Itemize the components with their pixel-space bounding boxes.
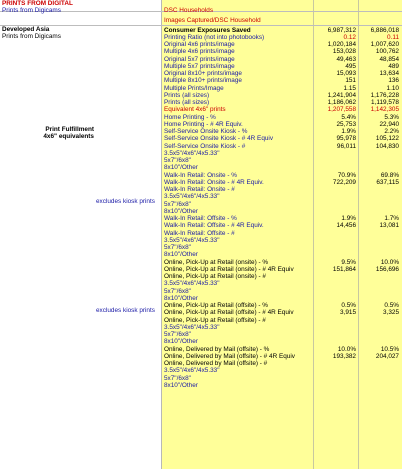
table-row (162, 106, 402, 113)
row-value-col1: 6,987,312 (327, 26, 356, 34)
row-value-col2: 1,119,578 (371, 99, 399, 106)
row-label: 5x7"/6x8" (164, 374, 191, 382)
sheet-title: PRINTS FROM DIGITAL (2, 0, 73, 7)
row-label: Home Printing - % (164, 113, 216, 121)
row-label: 3.5x5"/4x6"/4x5.33" (164, 236, 220, 244)
row-label: 3.5x5"/4x6"/4x5.33" (164, 367, 220, 375)
column-a (0, 0, 95, 469)
row-label: Online, Pick-Up at Retail (offsite) - # 4R Equiv (164, 309, 294, 317)
table-row (162, 208, 402, 215)
row-value-col2: 13,634 (379, 70, 399, 77)
row-label: Online, Pick-Up at Retail (offsite) - % (164, 302, 268, 309)
table-row (162, 288, 402, 295)
row-value-col1: 1.9% (341, 128, 356, 135)
row-label: Self-Service Onsite Kiosk - % (164, 128, 248, 135)
row-label: Home Printing - # 4R Equiv. (164, 120, 243, 128)
table-row (162, 63, 402, 70)
row-value-col2: 2.2% (384, 128, 399, 135)
table-row (162, 259, 402, 266)
row-label: 5x7"/6x8" (164, 287, 191, 295)
row-value-col2: 69.8% (380, 171, 399, 179)
table-row (162, 251, 402, 258)
row-label: 3.5x5"/4x6"/4x5.33" (164, 193, 220, 201)
excludes-kiosk-note: excludes kiosk prints (96, 307, 155, 314)
row-label: Original 5x7 prints/image (164, 55, 235, 63)
table-row (162, 375, 402, 382)
row-value-col1: 96,011 (336, 142, 356, 150)
row-value-col2: 10.0% (380, 258, 399, 266)
fulfillment-label: Print Fulfillment (45, 126, 94, 133)
table-row (162, 121, 402, 128)
table-row (162, 324, 402, 331)
row-label: Self-Service Onsite Kiosk - # (164, 142, 246, 150)
row-value-col1: 95,978 (336, 135, 356, 143)
table-row (162, 280, 402, 287)
row-label: Walk-In Retail: Offsite - # 4R Equiv. (164, 222, 264, 230)
row-label: Online, Pick-Up at Retail (onsite) - # (164, 273, 266, 280)
table-row (162, 164, 402, 171)
row-label: 8x10"/Other (164, 294, 198, 302)
table-row (162, 193, 402, 200)
row-value-col2: 48,854 (379, 55, 399, 63)
row-label: Walk-In Retail: Onsite - # 4R Equiv. (164, 178, 264, 186)
row-value-col1: 14,456 (336, 222, 356, 230)
row-value-col2: 1,142,305 (370, 106, 399, 114)
table-row (162, 41, 402, 48)
row-value-col2: 0.11 (387, 33, 399, 41)
row-value-col1: 9.5% (341, 258, 356, 266)
source-label: Prints from Digicams (2, 33, 61, 40)
row-value-col2: 204,027 (375, 352, 399, 360)
table-row (162, 48, 402, 55)
table-row (162, 150, 402, 157)
row-value-col1: 722,209 (332, 178, 356, 186)
table-row (162, 273, 402, 280)
row-label: 8x10"/Other (164, 207, 198, 215)
row-label: Walk-In Retail: Onsite - # (164, 186, 235, 193)
row-value-col2: 0.5% (384, 302, 399, 309)
row-value-col1: 193,382 (332, 352, 356, 360)
row-label: 8x10"/Other (164, 338, 198, 346)
table-row (162, 70, 402, 77)
row-value-col1: 15,093 (336, 70, 356, 77)
row-label: Online, Pick-Up at Retail (offsite) - # (164, 316, 266, 324)
row-value-col1: 5.4% (341, 113, 356, 121)
table-row (162, 157, 402, 164)
row-label: Multiple 8x10+ prints/image (164, 77, 242, 85)
table-row (162, 230, 402, 237)
row-label: Original 8x10+ prints/image (164, 70, 242, 77)
row-label: 3.5x5"/4x6"/4x5.33" (164, 149, 220, 157)
row-value-col1: 0.5% (341, 302, 356, 309)
table-row (162, 92, 402, 99)
region-label: Developed Asia (2, 26, 50, 33)
table-row (162, 367, 402, 374)
row-value-col2: 1,176,228 (370, 91, 399, 99)
row-value-col1: 3,915 (340, 309, 356, 317)
row-value-col1: 1.15 (343, 84, 356, 92)
row-value-col2: 13,081 (379, 222, 399, 230)
images-captured-label: Images Captured/DSC Household (164, 17, 261, 24)
table-row (162, 215, 402, 222)
table-row (162, 237, 402, 244)
row-label: Printing Ratio (not into photobooks) (164, 33, 265, 41)
row-value-col1: 10.0% (337, 345, 356, 353)
row-value-col2: 1,007,620 (370, 41, 399, 48)
table-row (162, 353, 402, 360)
row-label: 3.5x5"/4x6"/4x5.33" (164, 323, 220, 331)
row-label: Online, Pick-Up at Retail (onsite) - # 4R Equiv (164, 265, 294, 273)
row-value-col2: 10.5% (380, 345, 399, 353)
row-value-col2: 1.10 (386, 84, 399, 92)
table-row (162, 34, 402, 41)
row-value-col2: 637,115 (376, 178, 399, 186)
table-row (162, 201, 402, 208)
row-value-col2: 136 (388, 77, 399, 85)
row-value-col1: 1,186,062 (327, 99, 356, 106)
table-row (162, 295, 402, 302)
table-row (162, 346, 402, 353)
row-value-col2: 104,830 (375, 142, 399, 150)
row-value-col2: 5.3% (384, 113, 399, 121)
row-value-col2: 1.7% (384, 215, 399, 222)
table-row (162, 85, 402, 92)
table-row (162, 56, 402, 63)
row-value-col1: 70.9% (337, 171, 356, 179)
row-value-col2: 489 (388, 62, 399, 70)
row-value-col1: 1,241,904 (327, 91, 356, 99)
table-row (162, 172, 402, 179)
table-row (162, 317, 402, 324)
table-row (162, 128, 402, 135)
sheet-subtitle: Prints from Digicams (2, 7, 61, 14)
row-label: Multiple 4x6 prints/image (164, 48, 235, 56)
row-label: Multiple Prints/Image (164, 84, 224, 92)
row-label: Walk-In Retail: Offsite - # (164, 229, 235, 237)
row-value-col2: 156,696 (375, 265, 399, 273)
row-value-col1: 153,028 (332, 48, 356, 56)
row-value-col2: 22,940 (379, 120, 399, 128)
table-row (162, 302, 402, 309)
fulfillment-sublabel: 4x6" equivalents (43, 133, 94, 140)
row-value-col1: 49,463 (336, 55, 356, 63)
table-row (162, 338, 402, 345)
row-value-col2: 6,886,018 (370, 26, 399, 34)
table-row (162, 222, 402, 229)
row-value-col1: 495 (345, 62, 356, 70)
row-label: 8x10"/Other (164, 164, 198, 172)
row-value-col2: 3,325 (383, 309, 399, 317)
table-row (162, 114, 402, 121)
row-value-col1: 1,207,558 (327, 106, 356, 114)
table-row (162, 27, 402, 34)
row-label: 5x7"/6x8" (164, 244, 191, 251)
table-row (162, 186, 402, 193)
dsc-households-label: DSC Households (164, 7, 214, 14)
row-value-col1: 1,020,184 (327, 41, 356, 48)
table-row (162, 266, 402, 273)
table-row (162, 77, 402, 84)
row-label: Online, Pick-Up at Retail (onsite) - % (164, 258, 269, 266)
row-label: 5x7"/6x8" (164, 157, 191, 164)
row-label: Online, Delivered by Mail (offsite) - % (164, 345, 270, 353)
row-label: Multiple 5x7 prints/image (164, 62, 235, 70)
row-label: 3.5x5"/4x6"/4x5.33" (164, 280, 220, 288)
row-label: Consumer Exposures Saved (164, 26, 251, 34)
table-row (162, 331, 402, 338)
table-row (162, 309, 402, 316)
row-value-col1: 151 (345, 77, 356, 85)
row-label: Equivalent 4x6" prints (164, 106, 226, 114)
row-label: Walk-In Retail: Onsite - % (164, 171, 237, 179)
table-row (162, 143, 402, 150)
row-label: Prints (all sizes) (164, 99, 210, 106)
table-row (162, 135, 402, 142)
table-row (162, 382, 402, 389)
table-row (162, 179, 402, 186)
table-row (162, 99, 402, 106)
row-label: Online, Delivered by Mail (offsite) - # (164, 360, 268, 367)
excludes-kiosk-note: excludes kiosk prints (96, 198, 155, 205)
row-value-col1: 151,864 (332, 265, 356, 273)
column-b (95, 0, 162, 469)
row-value-col2: 100,762 (375, 48, 399, 56)
row-label: Online, Delivered by Mail (offsite) - # 4R Equiv (164, 352, 295, 360)
row-label: Prints (all sizes) (164, 91, 210, 99)
row-value-col2: 105,122 (375, 135, 399, 143)
row-value-col1: 0.12 (343, 33, 356, 41)
row-label: 8x10"/Other (164, 251, 198, 259)
table-row (162, 360, 402, 367)
row-label: Walk-In Retail: Offsite - % (164, 215, 237, 222)
row-label: 5x7"/6x8" (164, 200, 191, 208)
row-value-col1: 25,753 (336, 120, 356, 128)
row-label: 8x10"/Other (164, 381, 198, 389)
table-row (162, 244, 402, 251)
row-value-col1: 1.9% (341, 215, 356, 222)
row-label: Original 4x6 prints/image (164, 41, 235, 48)
row-label: 5x7"/6x8" (164, 331, 191, 338)
row-label: Self-Service Onsite Kiosk - # 4R Equiv (164, 135, 274, 143)
